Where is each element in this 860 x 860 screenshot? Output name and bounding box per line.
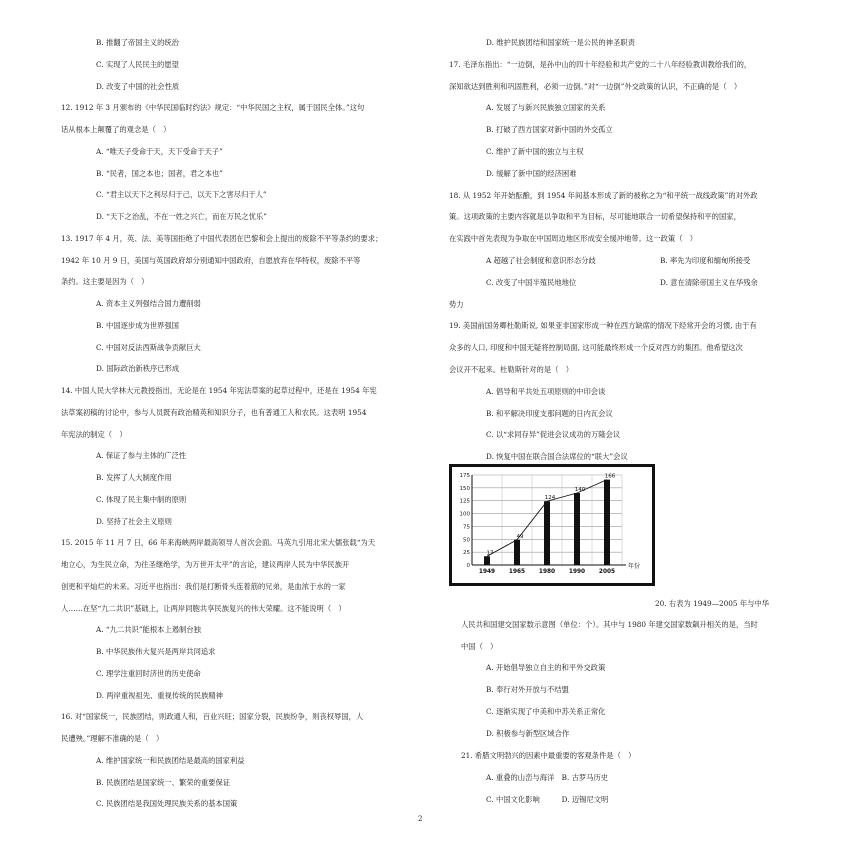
option-line: C. 维护了新中国的独立与主权: [486, 147, 584, 156]
data-label: 17: [486, 550, 494, 557]
option-line: C. 理学注重回时济世的历史使命: [96, 668, 201, 678]
option-line: D. 恢复中国在联合国合法席位的“联大”会议: [486, 452, 628, 462]
question-line: 12. 1912 年 3 月颁布的《中华民国临时约法》规定：“中华民国之主权，属于国民全体。”这句: [61, 103, 365, 113]
option-line: B. 率先为印度和缅甸所接受: [660, 256, 751, 265]
question-line: 人……在坚“九二共识”基础上，让两岸同胞共享民族复兴的伟大荣耀。这不能说明（ ）: [61, 603, 346, 613]
option-line: C. 体现了民主集中制的原则: [96, 494, 187, 504]
y-tick-label: 150: [459, 485, 470, 492]
diplomatic-relations-chart: [449, 464, 655, 586]
x-tick-label: 1990: [568, 569, 586, 575]
option-line: C. 以“求同存异”促进会议成功的万隆会议: [486, 430, 621, 440]
option-line: D. 两岸重视祖先、重视传统的民族精神: [96, 690, 223, 700]
option-line: B. 推翻了帝国主义的统治: [96, 38, 179, 47]
option-line: A. “唯天子受命于天，天下受命于天子”: [96, 146, 223, 156]
question-line: 18. 从 1952 年开始酝酿，到 1954 年间基本形成了新的被称之为“和平统一战线政策”的对外政: [449, 190, 758, 200]
x-tick-label: 1980: [538, 569, 556, 575]
option-line: C. 中国文化影响 D. 迈锡尼文明: [486, 795, 609, 804]
y-tick-label: 175: [459, 473, 470, 479]
question-line: 深知欲达到胜利和巩固胜利，必须一边倒。”对“一边倒”外交政策的认识，不正确的是（ ）: [449, 81, 742, 91]
question-line: 15. 2015 年 11 月 7 日，66 年来海峡两岸最高领导人首次会面。马英九引用北宋大儒张载“为天: [61, 538, 376, 548]
bar: [514, 540, 520, 565]
option-line: B. 奉行对外开放与不结盟: [486, 685, 569, 694]
question-line: 创更和平灿烂的未来。习近平也指出：我们是打断骨头连着筋的兄弟，是血浓于水的一家: [61, 581, 346, 591]
question-line: 20. 右表为 1949—2005 年与中华: [655, 599, 770, 608]
option-line: D. 维护民族团结和国家统一是公民的神圣职责: [486, 38, 635, 47]
x-axis-label: 年份: [628, 563, 641, 570]
question-line: 条约。这主要是因为（ ）: [61, 277, 149, 287]
y-tick-label: 0: [466, 563, 470, 569]
option-line: A. 开始倡导独立自主的和平外交政策: [486, 663, 606, 672]
y-tick-label: 75: [463, 524, 470, 531]
bar: [604, 480, 610, 565]
option-line: B. “民者，国之本也；国者，君之本也”: [96, 168, 223, 178]
option-line: B. 中国逐步成为世界强国: [96, 320, 179, 330]
option-line: B. 发挥了人大制度作用: [96, 473, 172, 482]
x-tick-label: 1949: [478, 569, 496, 575]
question-line: 13. 1917 年 4 月，英、法、美等国拒绝了中国代表团在巴黎和会上提出的废除不平等条约的要求；: [61, 233, 383, 243]
option-line: A. 发展了与新兴民族独立国家的关系: [486, 103, 606, 113]
x-tick-label: 2005: [598, 569, 616, 575]
option-line: B. 和平解决印度支那问题的日内瓦会议: [486, 408, 613, 418]
option-line: 人民共和国建交国家数示意图（单位：个）。其中与 1980 年建交国家数飙升相关的是，当时: [461, 620, 758, 629]
chart-svg: [452, 467, 652, 583]
question-line: 势力: [449, 299, 464, 309]
option-line: C. “君主以天下之利尽归于己，以天下之害尽归于人”: [96, 190, 267, 200]
question-line: 众多的人口, 印度和中国无疑将控制局面, 这可能最终形成一个反对西方的集团。他希望这次: [449, 343, 743, 353]
data-label: 140: [574, 487, 586, 493]
option-line: A. 重叠的山峦与海洋 B. 古罗马历史: [486, 773, 609, 782]
option-line: D. 坚持了社会主义原则: [96, 516, 172, 526]
y-tick-label: 100: [459, 511, 470, 518]
option-line: B. 打破了西方国家对新中国的外交孤立: [486, 125, 613, 135]
x-tick-label: 1965: [508, 569, 526, 575]
bar: [484, 556, 490, 565]
option-line: A. 资本主义列强结合国力遭削弱: [96, 299, 201, 308]
question-line: 地立心，为生民立命，为往圣继绝学，为万世开太平”的言论，建议两岸人民为中华民族开: [61, 560, 350, 569]
data-label: 49: [516, 533, 524, 540]
page-number: 2: [418, 815, 423, 823]
y-tick-label: 125: [459, 498, 470, 505]
option-line: D. “天下之治乱，不在一姓之兴亡，而在万民之忧乐”: [96, 212, 267, 221]
question-line: 16. 对“国家统一，民族团结，则政通人和，百业兴旺；国家分裂，民族纷争，则丧权辱国，人: [61, 712, 364, 722]
option-line: D. 国际政治新秩序已形成: [96, 364, 180, 374]
question-line: 策。这项政策的主要内容就是以争取和平为目标，尽可能地联合一切希望保持和平的国家，: [449, 212, 741, 222]
option-line: D. 积极参与新型区域合作: [486, 729, 570, 738]
option-line: C. 中国对反法西斯战争贡献巨大: [96, 342, 201, 352]
question-line: 话从根本上颠覆了的观念是（ ）: [61, 125, 171, 134]
y-tick-label: 50: [463, 537, 470, 544]
option-line: A. 维护国家统一和民族团结是最高的国家利益: [96, 755, 245, 765]
option-line: B. 民族团结是国家统一、繁荣的重要保证: [96, 777, 231, 787]
option-line: D. 缓解了新中国的经济困难: [486, 168, 577, 178]
option-line: C. 逐渐实现了中美和中苏关系正常化: [486, 707, 606, 716]
question-line: 年宪法的制定（ ）: [61, 429, 127, 439]
question-line: 19. 美国前国务卿杜勒斯说, 如果亚非国家形成一种在西方缺席的情况下经常开会的习惯, 由于有: [449, 321, 757, 331]
option-line: D. 改变了中国的社会性质: [96, 81, 180, 91]
option-line: A. 倡导和平共处五项原则的中印会谈: [486, 386, 606, 396]
bar: [574, 493, 580, 565]
question-line: 民遭殃。”理解不准确的是（ ）: [61, 734, 164, 743]
option-line: B. 中华民族伟大复兴是两岸共同追求: [96, 647, 216, 656]
data-label: 166: [604, 473, 616, 480]
option-line: D. 意在清除帝国主义在华残余: [660, 277, 758, 287]
question-line: 21. 希腊文明勃兴的因素中最重要的客观条件是（ ）: [461, 751, 636, 760]
question-line: 法草案初稿的讨论中，参与人员既有政治精英和知识分子，也有普通工人和农民。这表明 1954: [61, 407, 367, 417]
option-line: 中国（ ）: [461, 642, 498, 651]
option-line: A. 保证了参与主体的广泛性: [96, 451, 187, 461]
y-tick-label: 25: [463, 550, 470, 557]
option-line: A. “九二共识”能根本上遏制台独: [96, 625, 201, 635]
question-line: 1942 年 10 月 9 日，美国与英国政府却分别通知中国政府，自愿放弃在华特权，废除不平等: [61, 255, 361, 265]
option-line: C. 改变了中国半殖民地地位: [486, 277, 577, 287]
question-line: 会议开不起来。杜勒斯针对的是（ ）: [449, 365, 574, 374]
option-line: C. 民族团结是我国处理民族关系的基本国策: [96, 799, 238, 809]
question-line: 在实践中首先表现为争取在中国周边地区形成安全缓冲地带。这一政策（ ）: [449, 234, 698, 244]
option-line: A 超越了社会制度和意识形态分歧: [486, 256, 596, 265]
question-line: 17. 毛泽东指出：“一边倒，是孙中山的四十年经验和共产党的二十八年经验教训教给我们的，: [449, 59, 752, 69]
bar: [544, 501, 550, 565]
option-line: C. 实现了人民民主的愿望: [96, 59, 179, 69]
question-line: 14. 中国人民大学林大元教授指出，无论是在 1954 年宪法草案的起草过程中，还是在 1954 年宪: [61, 386, 377, 395]
data-label: 124: [544, 495, 556, 502]
